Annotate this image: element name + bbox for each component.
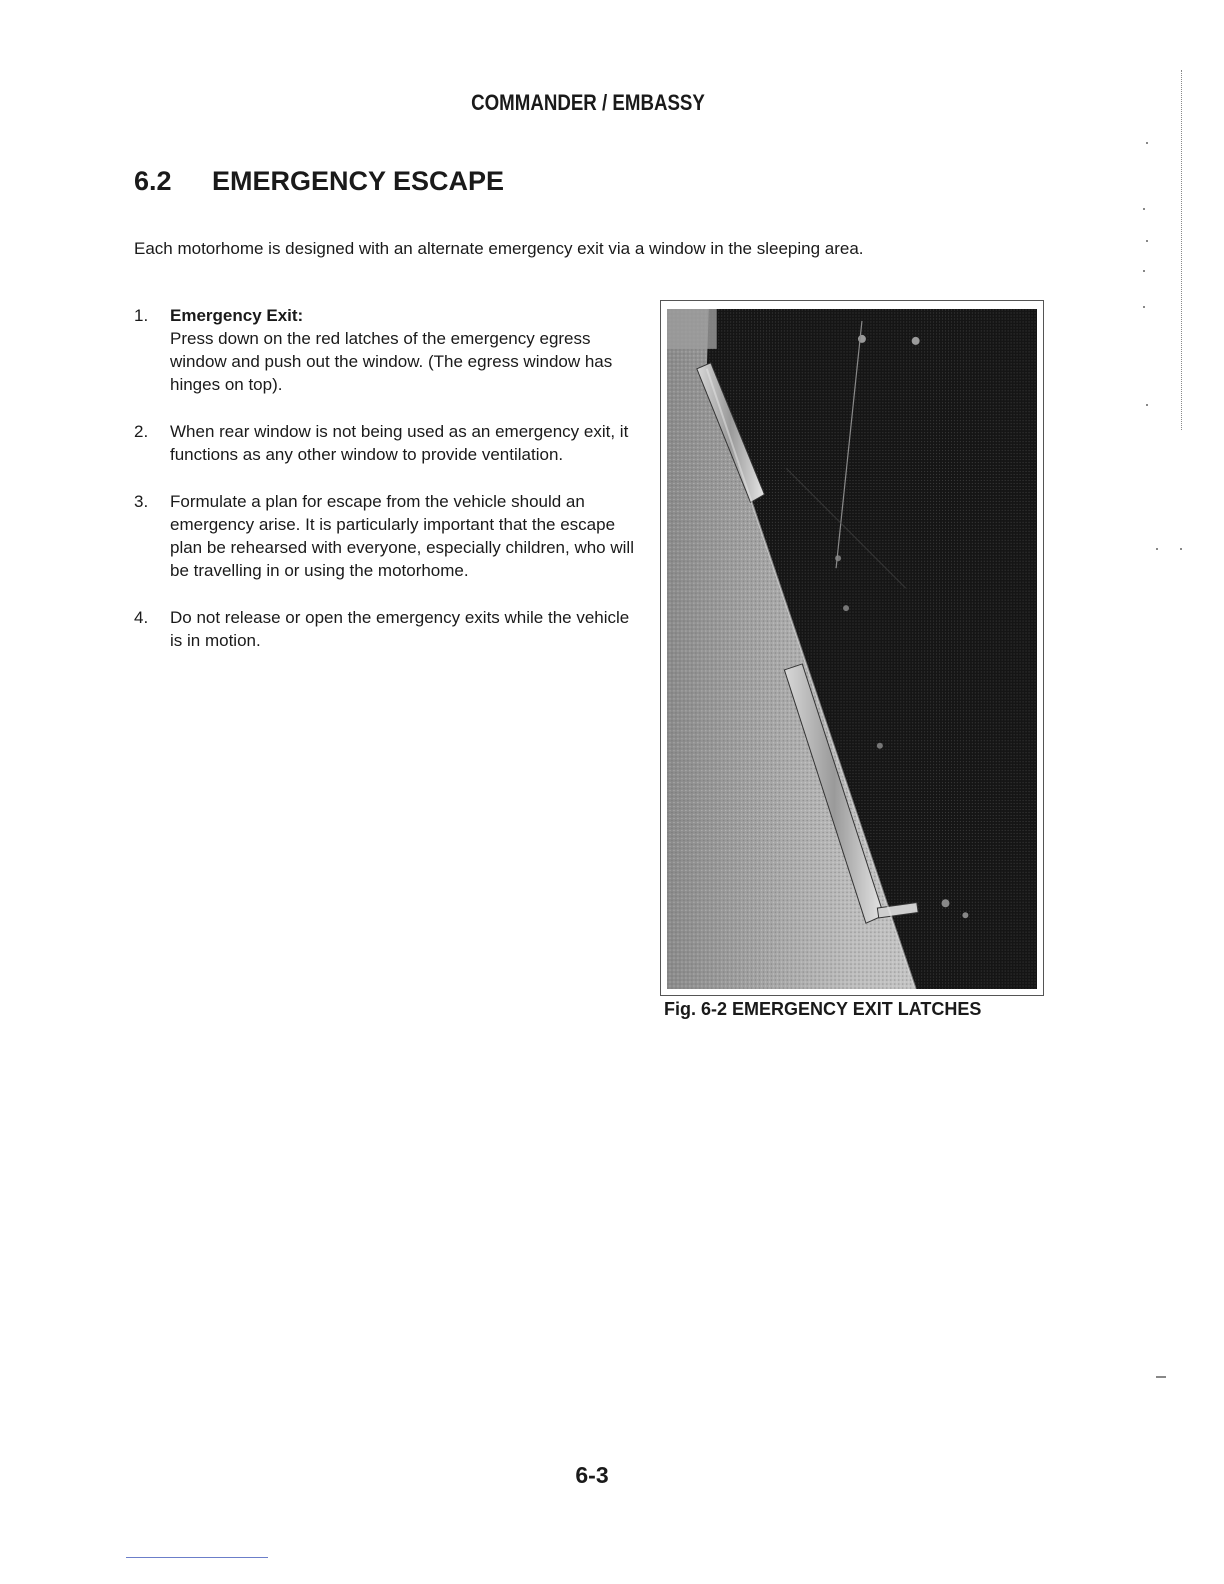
step-text: Press down on the red latches of the emergency egress window and push out the window. (The egress window has hinges on top). [170,329,613,394]
step-text: Formulate a plan for escape from the vehicle should an emergency arise. It is particularly important that the escape plan be rehearsed with everyone, especially children, who will be travelling in or using the motorhome. [170,492,634,580]
steps-list [134,304,644,676]
list-item [134,304,644,396]
running-header: COMMANDER / EMBASSY [471,90,705,115]
list-item [134,420,644,466]
intro-paragraph: Each motorhome is designed with an alternate emergency exit via a window in the sleeping area. [134,239,864,258]
section-title: EMERGENCY ESCAPE [212,166,505,196]
step-subhead: Emergency Exit: [170,306,304,325]
step-body [170,304,644,396]
list-item [134,606,644,652]
step-text: Do not release or open the emergency exits while the vehicle is in motion. [170,608,630,650]
section-number: 6.2 [134,166,172,196]
page-number: 6-3 [575,1462,609,1488]
emergency-exit-photo [667,309,1037,989]
figure-frame [660,300,1044,996]
step-number: 1. [134,306,149,325]
scan-edge-line [1181,70,1183,430]
section-heading [134,166,504,197]
footer-rule [126,1557,268,1558]
step-text: When rear window is not being used as an emergency exit, it functions as any other window to provide ventilation. [170,422,629,464]
step-number: 3. [134,492,149,511]
figure-caption: Fig. 6-2 EMERGENCY EXIT LATCHES [664,999,982,1019]
step-number: 4. [134,608,149,627]
list-item [134,490,644,582]
step-number: 2. [134,422,149,441]
